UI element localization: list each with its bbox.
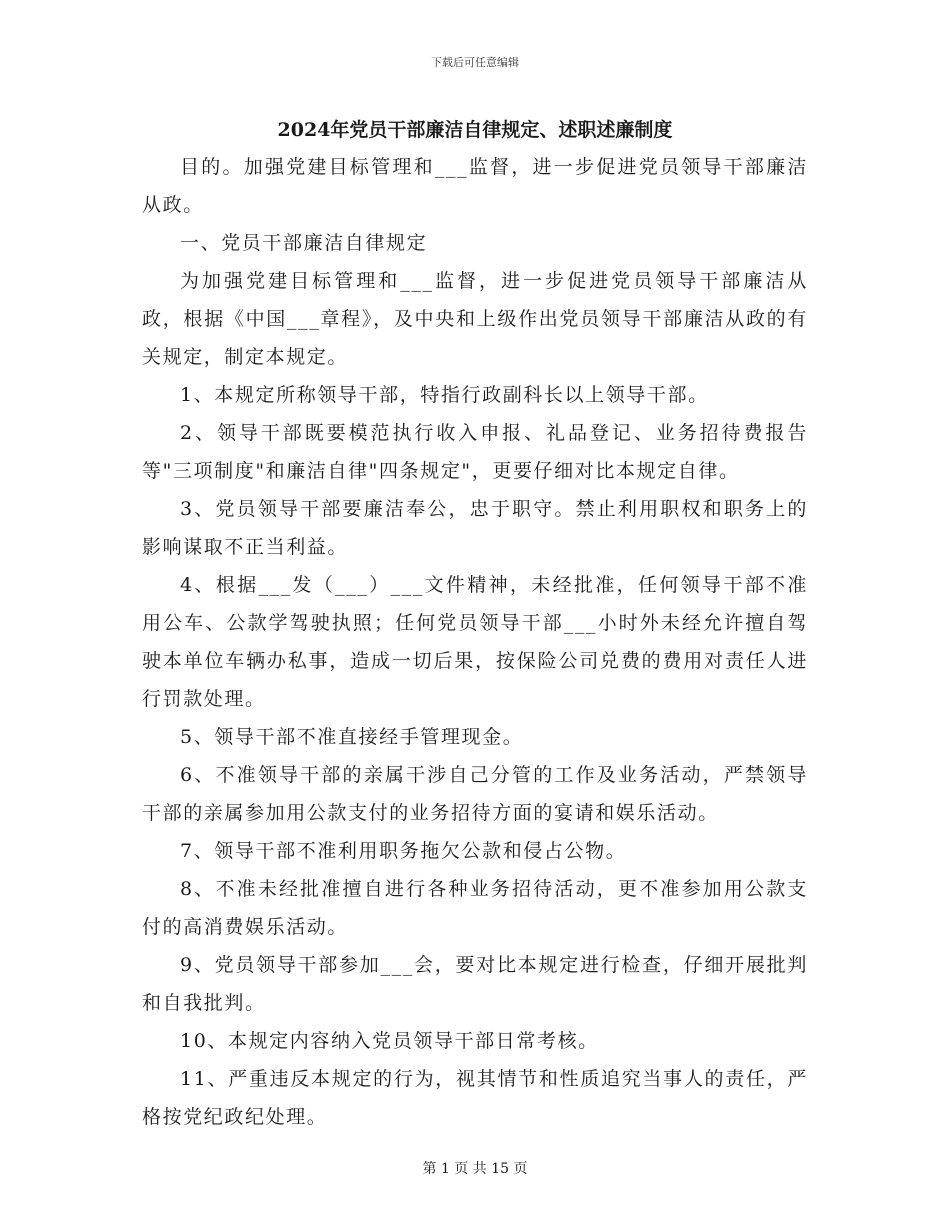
rule-item-1: 1、本规定所称领导干部，特指行政副科长以上领导干部。	[180, 384, 709, 406]
rule-item-6: 6、不准领导干部的亲属干涉自己分管的工作及业务活动，严禁领导干部的亲属参加用公款支付的业务招待方面的宴请和娱乐活动。	[142, 764, 808, 824]
rule-item-9: 9、党员领导干部参加___会，要对比本规定进行检查，仔细开展批判和自我批判。	[142, 954, 808, 1014]
rule-item-4: 4、根据___发（___）___文件精神，未经批准，任何领导干部不准用公车、公款学驾驶执照；任何党员领导干部___小时外未经允许擅自驾驶本单位车辆办私事，造成一切后果，按保险公司兑费的费用对责任人进行罚款处理。	[142, 574, 808, 710]
page-number: 第 1 页 共 15 页	[422, 1161, 528, 1177]
document-title: 2024年党员干部廉洁自律规定、述职述廉制度	[277, 119, 673, 141]
rule-item-3: 3、党员领导干部要廉洁奉公，忠于职守。禁止利用职权和职务上的影响谋取不正当利益。	[142, 498, 808, 558]
rule-item-11: 11、严重违反本规定的行为，视其情节和性质追究当事人的责任，严格按党纪政纪处理。	[142, 1068, 808, 1128]
rule-item-8: 8、不准未经批准擅自进行各种业务招待活动，更不准参加用公款支付的高消费娱乐活动。	[142, 878, 808, 938]
rule-item-2: 2、领导干部既要模范执行收入申报、礼品登记、业务招待费报告等"三项制度"和廉洁自律"四条规定"，更要仔细对比本规定自律。	[142, 422, 808, 482]
document-body	[142, 148, 808, 1136]
paragraph-purpose: 目的。加强党建目标管理和___监督，进一步促进党员领导干部廉洁从政。	[142, 156, 808, 216]
page-header-note: 下载后可任意编辑	[431, 56, 519, 69]
paragraph-intro: 为加强党建目标管理和___监督，进一步促进党员领导干部廉洁从政，根据《中国___章程》，及中央和上级作出党员领导干部廉洁从政的有关规定，制定本规定。	[142, 270, 808, 368]
section-heading-1: 一、党员干部廉洁自律规定	[180, 232, 428, 254]
rule-item-10: 10、本规定内容纳入党员领导干部日常考核。	[180, 1030, 599, 1052]
rule-item-7: 7、领导干部不准利用职务拖欠公款和侵占公物。	[180, 840, 627, 862]
rule-item-5: 5、领导干部不准直接经手管理现金。	[180, 726, 524, 748]
